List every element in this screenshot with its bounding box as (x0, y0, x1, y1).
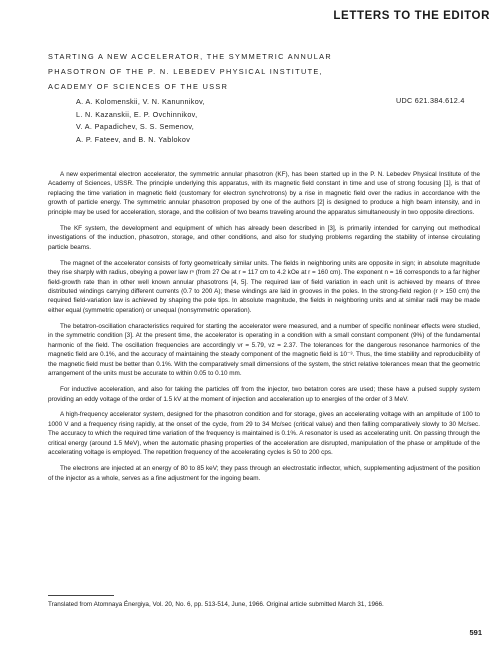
footnote: Translated from Atomnaya Énergiya, Vol. 20, No. 6, pp. 513-514, June, 1966. Original article submitted March 31, 1966. (48, 601, 384, 608)
page-number: 591 (469, 628, 482, 637)
title-line: PHASOTRON OF THE P. N. LEBEDEV PHYSICAL INSTITUTE, (48, 67, 323, 76)
title-line: STARTING A NEW ACCELERATOR, THE SYMMETRIC ANNULAR (48, 52, 333, 61)
body-paragraph: For inductive acceleration, and also for taking the particles off from the injector, two betatron cores are used; these have a pulsed supply system providing an eddy voltage of the order of 1.5 kV at the moment of injection and acceleration up to energies of the order of 3 MeV. (48, 386, 480, 403)
body-paragraph: A new experimental electron accelerator, the symmetric annular phasotron (KF), has been started up in the P. N. Lebedev Physical Institute of the Academy of Sciences, USSR. The principle underlying this apparatus, with its magnetic field constant in time and use of strong focusing [1], is that of replacing the time variation in magnetic field (customary for electron synchrotrons) by a rise in magnetic field over the radius in accordance with the growth of particle energy. The symmetric annular phasotron proposed by one of the authors [2] is designed to produce a high beam intensity, and in principle may be used for acceleration, storage, and the collision of two beams traveling around the apparatus simultaneously in two opposite directions. (48, 171, 480, 216)
section-header: LETTERS TO THE EDITOR (333, 10, 490, 22)
author-line: V. A. Papadichev, S. S. Semenov, (76, 122, 195, 132)
body-paragraph: The KF system, the development and equipment of which has already been described in [3], is primarily intended for carrying out methodical investigations of the induction, phasotron, storage, and other conditions, and also for studying problems regarding the stability of intense circulating particle beams. (48, 224, 480, 251)
author-line: L. N. Kazanskii, E. P. Ovchinnikov, (76, 109, 198, 119)
body-paragraph: The magnet of the accelerator consists of forty geometrically similar units. The fields in neighboring units are opposite in sign; in absolute magnitude they rise sharply with radius, obeying a power law rⁿ (from 27 Oe at r = 117 cm to 4.2 kOe at r = 160 cm). The exponent n = 16 corresponds to a far higher field-growth rate than in other well known annular phasotrons [4, 5]. The required law of field variation in each unit is achieved by means of three distributed windings carrying different currents (0.7 to 200 A); these windings are laid in grooves in the poles. In the strong-field region (r > 150 cm) the required field-variation law is achieved by shaping the pole tips. In absolute magnitude, the fields in neighboring units and at similar radii may be made either equal (symmetric operation) or unequal (nonsymmetric operation). (48, 259, 480, 314)
body-paragraph: A high-frequency accelerator system, designed for the phasotron condition and for storage, gives an accelerating voltage with an amplitude of 100 to 1000 V and a frequency rising rapidly, at the onset of the cycle, from 29 to 34 Mc/sec (critical value) and then falling comparatively slowly to 30 Mc/sec. The accuracy to which the required time variation of the frequency is maintained is 0.1%. A resonator is used as accelerating unit. On passing through the critical energy (around 1.5 MeV), when the automatic phasing properties of the acceleration are disrupted, manipulation of the phase or amplitude of the accelerating voltage is employed. The repetition frequency of the accelerating cycles is 50 to 200 cps. (48, 411, 480, 457)
body-paragraph: The electrons are injected at an energy of 80 to 85 keV; they pass through an electrostatic inflector, which, supplementing adjustment of the position of the injector as a whole, serves as a fine adjustment for the ingoing beam. (48, 465, 480, 482)
footnote-divider (48, 595, 114, 596)
udc-code: UDC 621.384.612.4 (396, 96, 465, 105)
author-line: A. A. Kolomenskii, V. N. Kanunnikov, (76, 97, 205, 106)
title-line: ACADEMY OF SCIENCES OF THE USSR (48, 82, 229, 91)
author-list (76, 96, 205, 146)
article-body (48, 170, 480, 490)
author-line: A. P. Fateev, and B. N. Yablokov (76, 134, 191, 144)
article-title (48, 49, 468, 94)
body-paragraph: The betatron-oscillation characteristics required for starting the accelerator were measured, and a number of specific nonlinear effects were studied, in the symmetric condition [3]. At the present time, the accelerator is operating in a condition with a small constant component (9%) of the fundamental harmonic of the field. The oscillation frequencies are accordingly νr = 5.79, νz = 2.37. The tolerances for the dangerous resonance harmonics of the magnetic field are 0.1%, and the accuracy of maintaining the steady component of the magnetic field is 10⁻³. Thus, the time stability and reproducibility of the magnetic field must be better than 0.1%. With the comparatively small dimensions of the system, the strict relative tolerances mean that the geometric arrangement of the units must be accurate to within 0.05 to 0.10 mm. (48, 322, 480, 378)
